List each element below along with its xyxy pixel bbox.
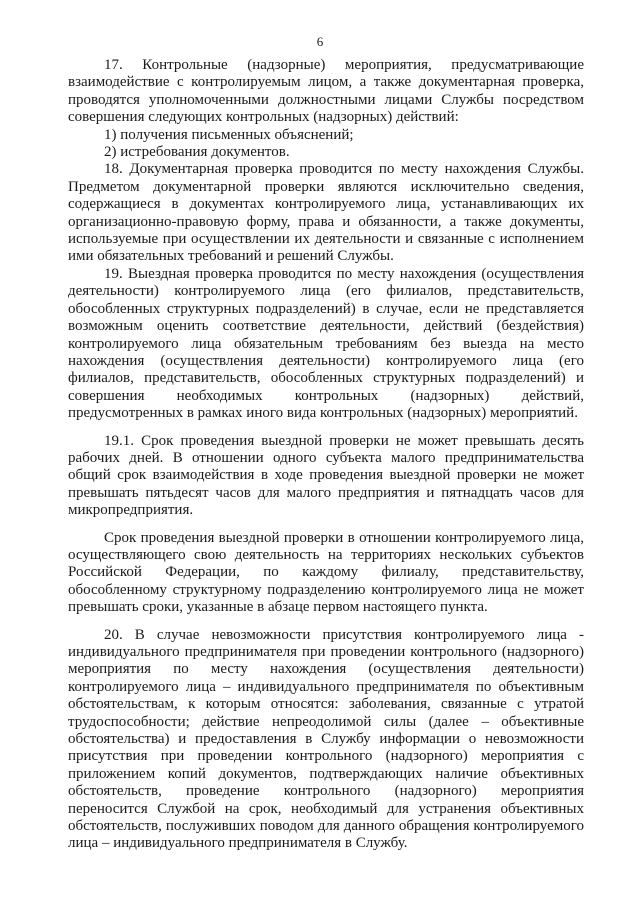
paragraph-20: 20. В случае невозможности присутствия контролируемого лица - индивидуального предпринимателя при проведении контрольного (надзорного) мероприятия по месту нахождения (осуществления деятельности) контролируемого лица – индивидуального предпринимателя по объективным обстоятельствам, к которым относятся: заболевания, связанные с утратой трудоспособности; действие непреодолимой силы (далее – объективные обстоятельства) и предоставления в Службу информации о невозможности присутствия при проведении контрольного (надзорного) мероприятия с приложением копий документов, подтверждающих наличие объективных обстоятельств, проведение контрольного (надзорного) мероприятия переносится Службой на срок, необходимый для устранения объективных обстоятельств, послуживших поводом для данного обращения контролируемого лица – индивидуального предпринимателя в Службу. [68,626,584,852]
page-number: 6 [316,34,324,49]
paragraph-19: 19. Выездная проверка проводится по месту нахождения (осуществления деятельности) контролируемого лица (его филиалов, представительств, обособленных структурных подразделений) в случае, если не представляется возможным оценить соответствие деятельности, действий (бездействия) контролируемого лица обязательным требованиям без выезда на место нахождения (осуществления деятельности) контролируемого лица (его филиалов, представительств, обособленных структурных подразделений) и совершения необходимых контрольных (надзорных) действий, предусмотренных в рамках иного вида контрольных (надзорных) мероприятий. [68,265,584,422]
list-item-written-explanations: 1) получения письменных объяснений; [104,126,354,143]
paragraph-17: 17. Контрольные (надзорные) мероприятия, предусматривающие взаимодействие с контролируемым лицом, а также документарная проверка, проводятся уполномоченными должностными лицами Службы посредством совершения следующих контрольных (надзорных) действий: [68,57,584,126]
paragraph-19-1: 19.1. Срок проведения выездной проверки не может превышать десять рабочих дней. В отношении одного субъекта малого предпринимательства общий срок взаимодействия в ходе проведения выездной проверки не может превышать пятьдесят часов для малого предприятия и пятнадцать часов для микропредприятия. [68,432,584,519]
document-body [68,57,584,853]
list-item-document-request: 2) истребования документов. [104,144,290,161]
paragraph-19-1-second: Срок проведения выездной проверки в отношении контролируемого лица, осуществляющего свою деятельность на территориях нескольких субъектов Российской Федерации, по каждому филиалу, представительству, обособленному структурному подразделению контролируемого лица не может превышать сроки, указанные в абзаце первом настоящего пункта. [68,529,584,616]
paragraph-18: 18. Документарная проверка проводится по месту нахождения Службы. Предметом документарной проверки являются исключительно сведения, содержащиеся в документах контролируемого лица, устанавливающих их организационно-правовую форму, права и обязанности, а также документы, используемые при осуществлении их деятельности и связанные с исполнением ими обязательных требований и решений Службы. [68,161,584,265]
